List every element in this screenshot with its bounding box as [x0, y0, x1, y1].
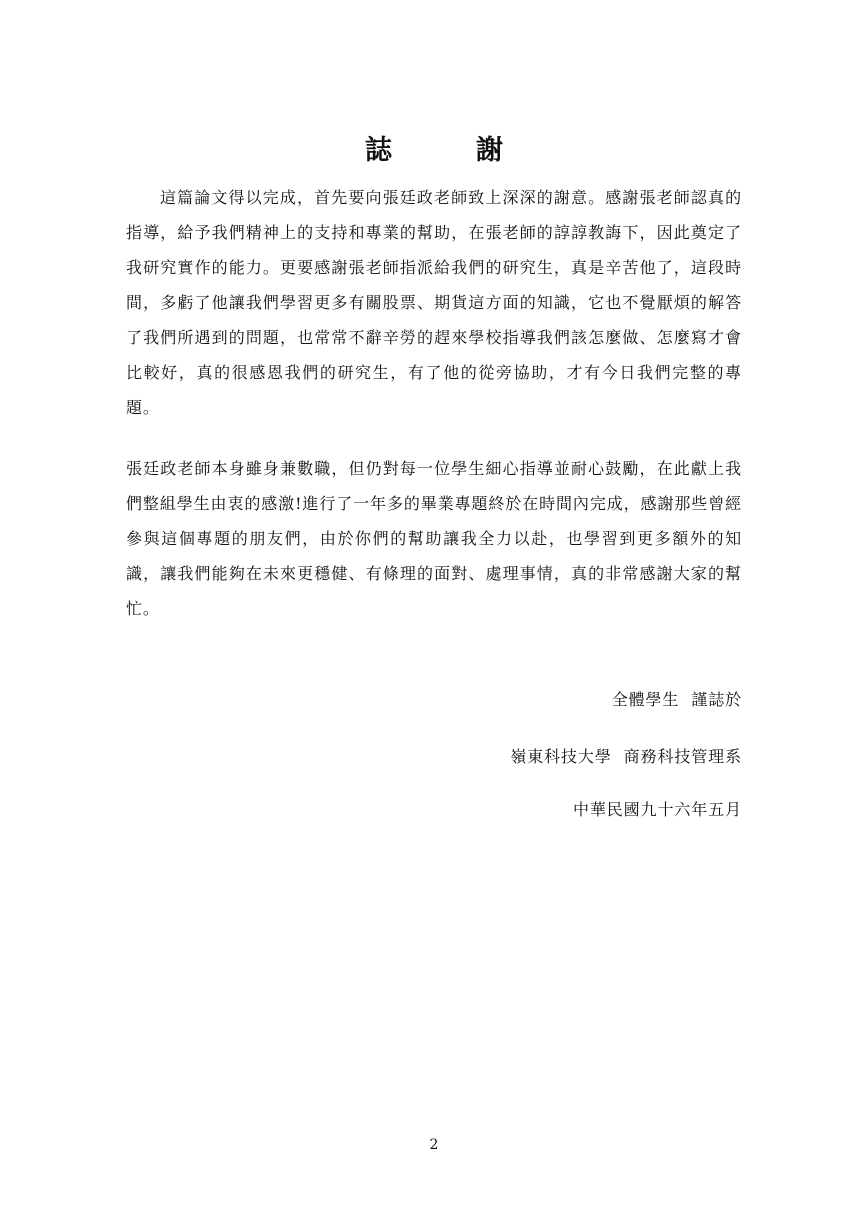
title-char-1: 誌: [365, 135, 392, 166]
acknowledgement-body: [126, 180, 742, 626]
paragraph-1: 這篇論文得以完成，首先要向張廷政老師致上深深的謝意。感謝張老師認真的指導，給予我們精神上的支持和專業的幫助，在張老師的諄諄教誨下，因此奠定了我研究實作的能力。更要感謝張老師指派給我們的研究生，真是辛苦他了，這段時間，多虧了他讓我們學習更多有關股票、期貨這方面的知識，它也不覺厭煩的解答了我們所遇到的問題，也常常不辭辛勞的趕來學校指導我們該怎麼做、怎麼寫才會比較好，真的很感恩我們的研究生，有了他的從旁協助，才有今日我們完整的專題。: [126, 188, 742, 417]
signature-authors: 全體學生 謹誌於: [611, 690, 742, 709]
signature-date: 中華民國九十六年五月: [572, 800, 742, 819]
page-title: [0, 128, 868, 167]
signature-institution: 嶺東科技大學 商務科技管理系: [510, 747, 742, 766]
paragraph-2: 張廷政老師本身雖身兼數職，但仍對每一位學生細心指導並耐心鼓勵，在此獻上我們整組學生由衷的感激!進行了一年多的畢業專題終於在時間內完成，感謝那些曾經參與這個專題的朋友們，由於你們的幫助讓我全力以赴，也學習到更多額外的知識，讓我們能夠在未來更穩健、有條理的面對、處理事情，真的非常感謝大家的幫忙。: [126, 459, 742, 618]
title-char-2: 謝: [476, 135, 503, 166]
page-number: 2: [429, 1137, 439, 1153]
